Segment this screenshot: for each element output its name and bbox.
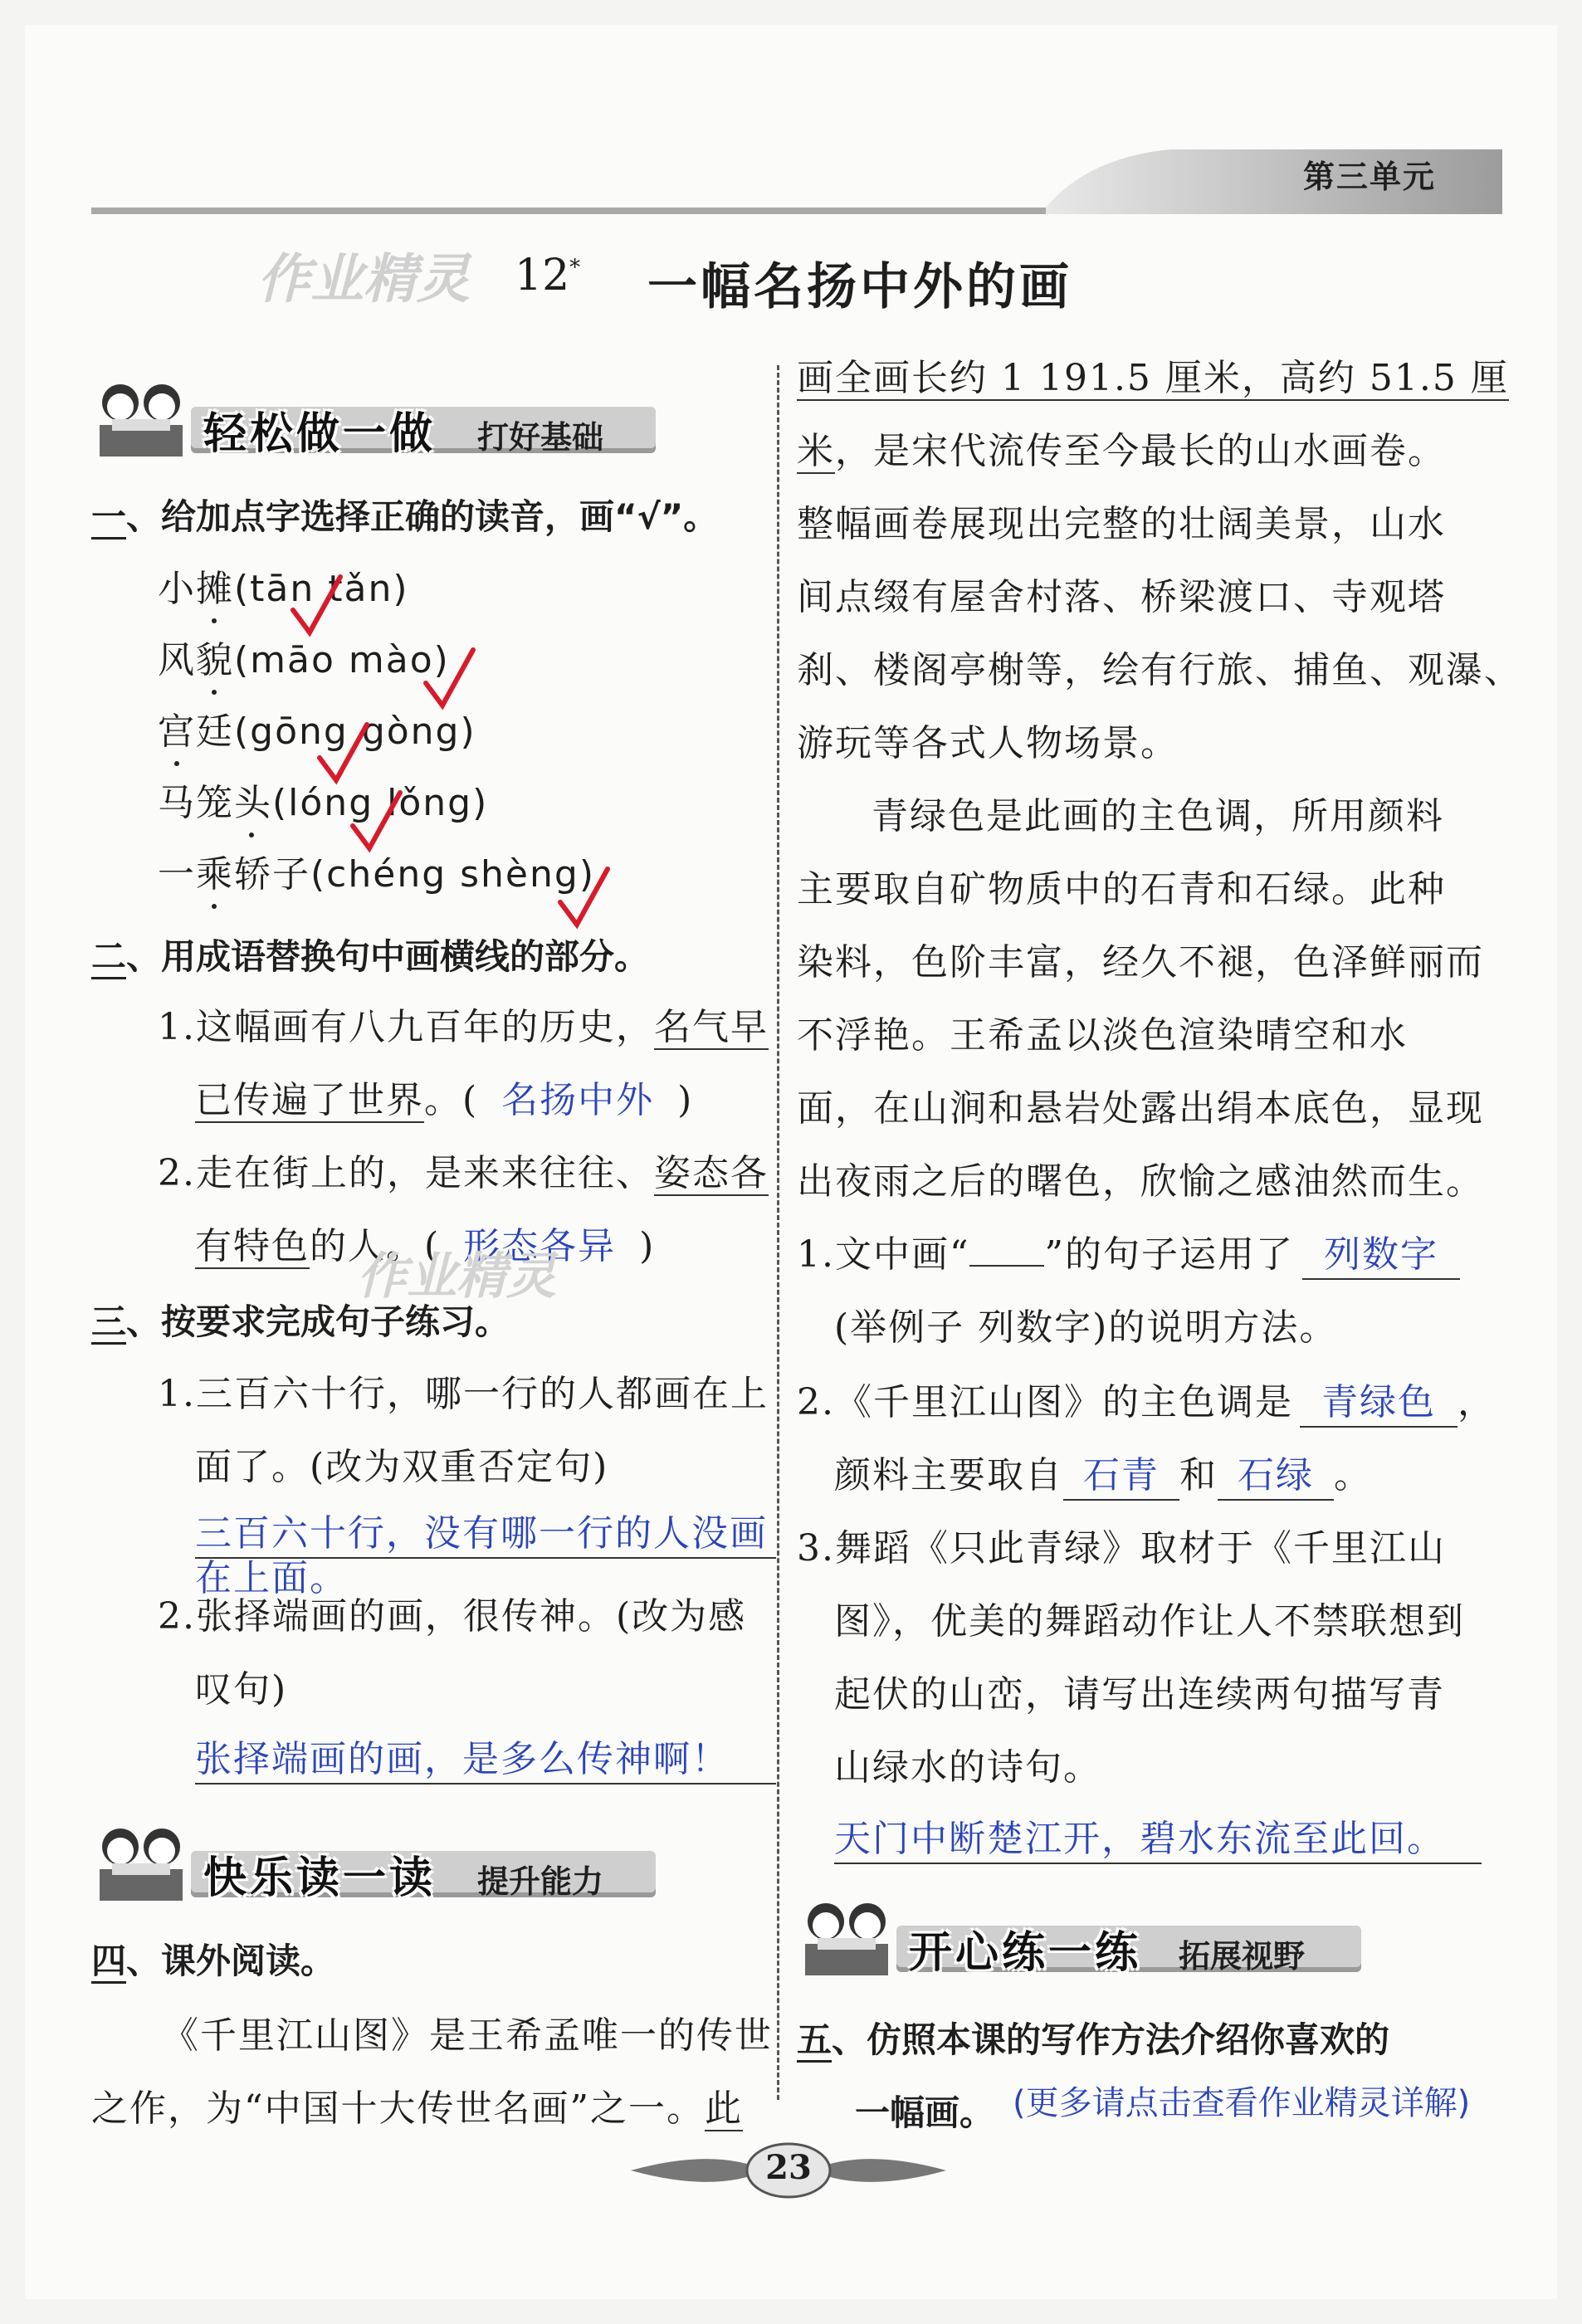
reading-line: 整幅画卷展现出完整的壮阔美景，山水 bbox=[797, 503, 1446, 545]
reading-question-1-cont: (举例子 列数字)的说明方法。 bbox=[834, 1306, 1338, 1349]
reading-line: 米，是宋代流传至今最长的山水画卷。 bbox=[797, 430, 1446, 472]
reading-line: 染料，色阶丰富，经久不褪，色泽鲜丽而 bbox=[797, 941, 1484, 984]
reading-question-2: 2.《千里江山图》的主色调是 青绿色 ， bbox=[797, 1379, 1496, 1428]
reading-question-3-cont: 图》，优美的舞蹈动作让人不禁联想到 bbox=[834, 1600, 1465, 1643]
q2-sentence-2: 2.走在街上的，是来来往往、姿态各 bbox=[158, 1152, 769, 1194]
kids-reading-icon bbox=[91, 1818, 191, 1909]
reading-line: 青绿色是此画的主色调，所用颜料 bbox=[872, 795, 1444, 837]
reading-line: 不浮艳。王希孟以淡色渲染晴空和水 bbox=[797, 1014, 1408, 1057]
reading-line: 之作，为“中国十大传世名画”之一。此 bbox=[91, 2087, 743, 2130]
reading-question-2-cont: 颜料主要取自 石青 和 石绿 。 bbox=[834, 1452, 1372, 1501]
q1-item-3: 宫廷(gōng gòng) bbox=[158, 710, 476, 753]
q3-answer-2: 张择端画的画，是多么传神啊！ bbox=[195, 1736, 776, 1784]
emphasis-dot bbox=[249, 832, 254, 837]
reading-line: 间点缀有屋舍村落、桥梁渡口、寺观塔 bbox=[797, 576, 1446, 618]
kids-reading-icon bbox=[797, 1892, 896, 1984]
banner-happy bbox=[91, 1818, 672, 1909]
q2-sentence-2-cont: 有特色的人。( 形态各异 ) bbox=[195, 1225, 656, 1267]
banner-subtitle: 打好基础 bbox=[477, 419, 604, 456]
red-check-icon bbox=[289, 573, 347, 639]
q1-item-1: 小摊(tān tǎn) bbox=[158, 568, 409, 610]
question-1-heading: 一、给加点字选择正确的读音，画“√”。 bbox=[91, 490, 718, 540]
reading-question-3-cont: 山绿水的诗句。 bbox=[834, 1746, 1101, 1789]
reading-answer-3: 天门中断楚江开，碧水东流至此回。 bbox=[834, 1816, 1482, 1864]
kids-reading-icon bbox=[91, 374, 191, 465]
reading-line: 刹、楼阁亭榭等，绘有行旅、捕鱼、观瀑、 bbox=[797, 649, 1522, 691]
header-ribbon bbox=[91, 108, 1502, 224]
q2-sentence-1-cont: 已传遍了世界。( 名扬中外 ) bbox=[195, 1079, 694, 1121]
unit-label: 第三单元 bbox=[1303, 159, 1437, 195]
banner-title: 开心练一练 bbox=[909, 1928, 1142, 1978]
q2-sentence-1: 1.这幅画有八九百年的历史，名气早 bbox=[158, 1006, 769, 1048]
banner-title: 快乐读一读 bbox=[203, 1853, 437, 1903]
watermark-logo: 作业精灵 bbox=[357, 1247, 556, 1306]
page-number: 23 bbox=[765, 2148, 812, 2187]
banner-subtitle: 提升能力 bbox=[477, 1863, 604, 1900]
q3-sentence-1-cont: 面了。(改为双重否定句) bbox=[195, 1446, 609, 1488]
red-check-icon bbox=[349, 788, 407, 855]
red-check-icon bbox=[422, 646, 480, 712]
banner-title: 轻松做一做 bbox=[203, 409, 437, 459]
banner-subtitle: 拓展视野 bbox=[1179, 1938, 1306, 1975]
column-divider bbox=[777, 365, 779, 2100]
question-3-heading: 三、按要求完成句子练习。 bbox=[91, 1295, 510, 1345]
q3-sentence-1: 1.三百六十行，哪一行的人都画在上 bbox=[158, 1373, 769, 1415]
question-4-heading: 四、课外阅读。 bbox=[91, 1934, 335, 1984]
reading-question-3-cont: 起伏的山峦，请写出连续两句描写青 bbox=[834, 1673, 1445, 1716]
q3-sentence-2-cont: 叹句) bbox=[195, 1668, 288, 1711]
reading-line: 出夜雨之后的曙色，欣愉之感油然而生。 bbox=[797, 1160, 1484, 1203]
watermark-logo: 作业精灵 bbox=[257, 249, 470, 310]
red-check-icon bbox=[315, 720, 374, 787]
reading-line: 主要取自矿物质中的石青和石绿。此种 bbox=[797, 868, 1446, 911]
q1-item-4: 马笼头(lóng lǒng) bbox=[158, 782, 489, 824]
reading-question-3: 3.舞蹈《只此青绿》取材于《千里江山 bbox=[797, 1527, 1446, 1570]
q1-item-5: 一乘轿子(chéng shèng) bbox=[158, 853, 595, 896]
lesson-title: 一幅名扬中外的画 bbox=[647, 258, 1072, 316]
q3-answer-1-cont: 在上面。 bbox=[195, 1557, 348, 1599]
reading-line: 画全画长约 1 191.5 厘米，高约 51.5 厘 bbox=[797, 357, 1509, 399]
reading-line: 游玩等各式人物场景。 bbox=[797, 722, 1179, 764]
q3-answer-1: 三百六十行，没有哪一行的人没画 bbox=[195, 1511, 776, 1559]
question-5-heading-cont: 一幅画。 bbox=[855, 2092, 995, 2133]
reading-question-1: 1.文中画“ ”的句子运用了 列数字 bbox=[797, 1232, 1460, 1280]
question-5-heading: 五、仿照本课的写作方法介绍你喜欢的 bbox=[797, 2013, 1389, 2063]
more-details-link[interactable]: (更多请点击查看作业精灵详解) bbox=[1013, 2084, 1471, 2122]
q1-item-2: 风貌(māo mào) bbox=[158, 639, 450, 681]
banner-easy bbox=[91, 374, 672, 465]
workbook-page bbox=[25, 25, 1557, 2299]
emphasis-dot bbox=[212, 618, 217, 623]
question-2-heading: 二、用成语替换句中画横线的部分。 bbox=[91, 930, 649, 979]
emphasis-dot bbox=[212, 904, 217, 909]
emphasis-dot bbox=[174, 761, 179, 766]
lesson-number: 12* bbox=[515, 251, 581, 300]
reading-line: 《千里江山图》是王希孟唯一的传世 bbox=[162, 2014, 773, 2057]
q3-sentence-2: 2.张择端画的画，很传神。(改为感 bbox=[158, 1595, 747, 1638]
banner-practice bbox=[797, 1892, 1378, 1984]
emphasis-dot bbox=[212, 690, 217, 695]
reading-line: 面，在山涧和悬岩处露出绢本底色，显现 bbox=[797, 1087, 1484, 1130]
red-check-icon bbox=[556, 865, 614, 931]
